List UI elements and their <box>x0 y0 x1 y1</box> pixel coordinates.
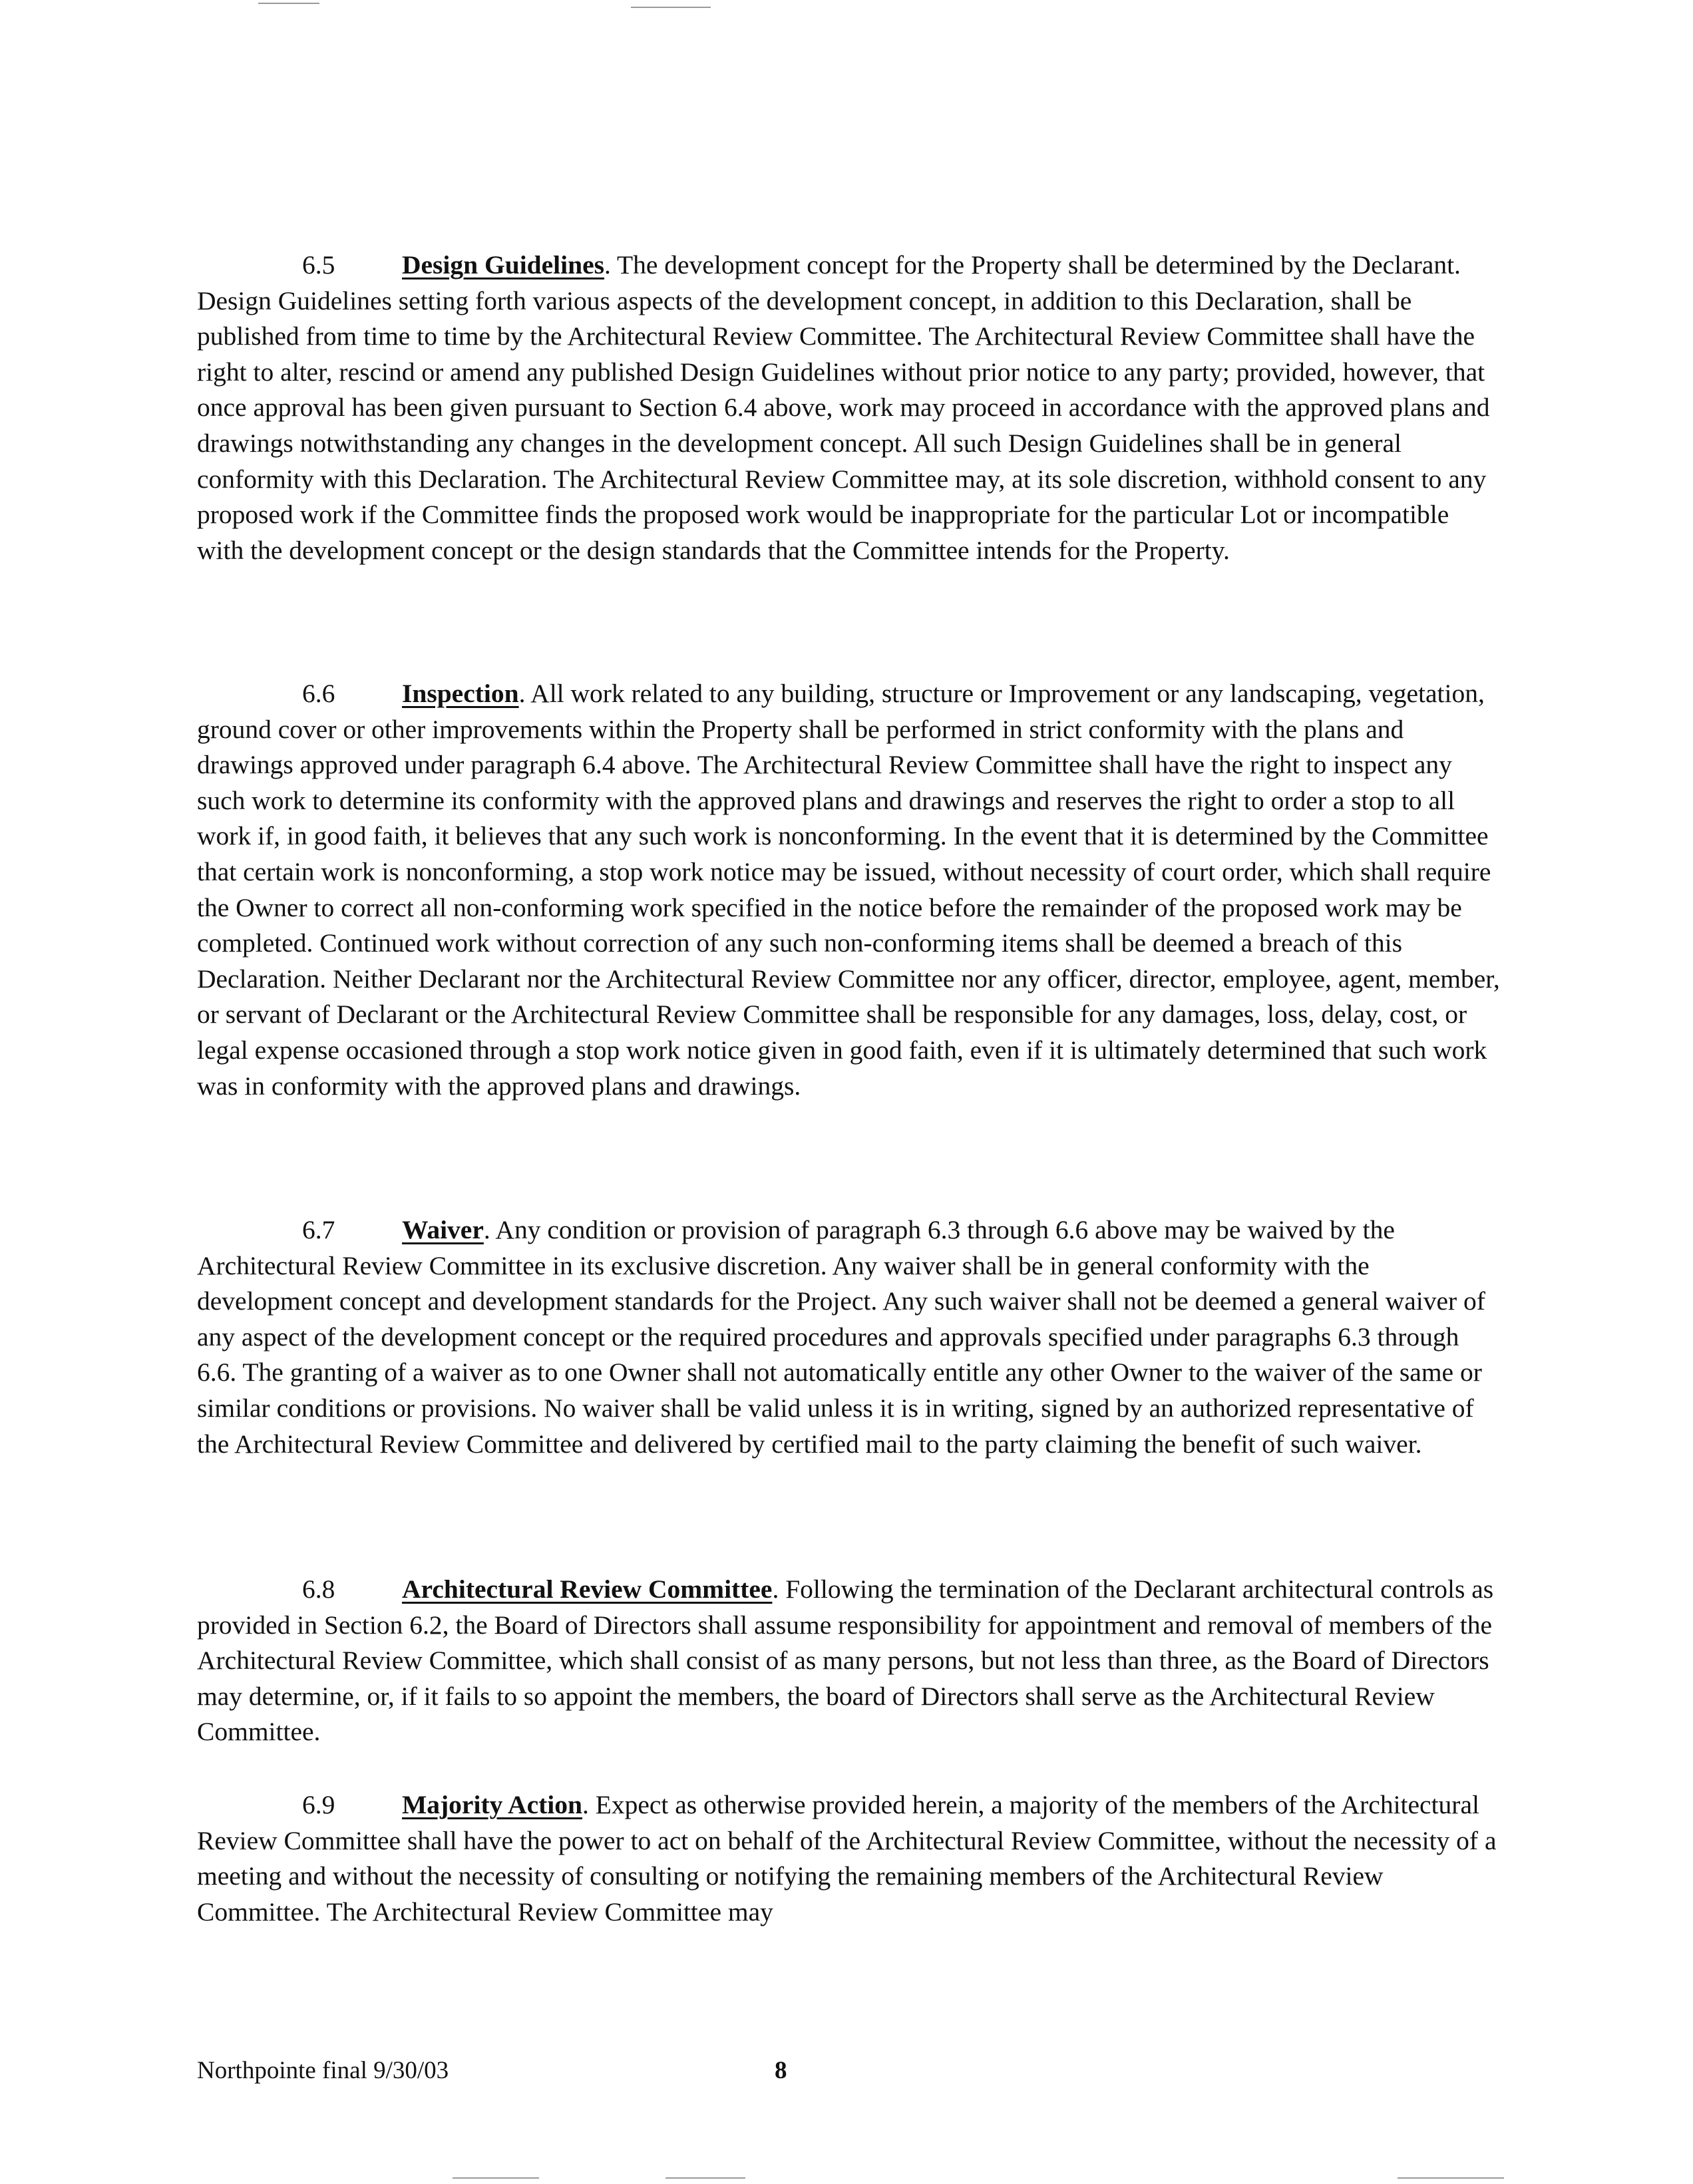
section-body: . Following the termination of the Declarant architectural controls as provided in Section 6.2, the Board of Directors shall assume responsibility for appointment and removal of members of the Architectural Review Committee, which shall consist of as many persons, but not less than three, as the Board of Directors may determine, or, if it fails to so appoint the members, the board of Directors shall serve as the Architectural Review Committee. <box>197 1574 1494 1747</box>
section-body: . The development concept for the Property shall be determined by the Declarant. Design Guidelines setting forth various aspects of the development concept, in addition to this Declaration, shall be published from time to time by the Architectural Review Committee. The Architectural Review Committee shall have the right to alter, rescind or amend any published Design Guidelines without prior notice to any party; provided, however, that once approval has been given pursuant to Section 6.4 above, work may proceed in accordance with the approved plans and drawings notwithstanding any changes in the development concept. All such Design Guidelines shall be in general conformity with this Declaration. The Architectural Review Committee may, at its sole discretion, withhold consent to any proposed work if the Committee finds the proposed work would be inappropriate for the particular Lot or incompatible with the development concept or the design standards that the Committee intends for the Property. <box>197 250 1490 565</box>
section-number: 6.6 <box>302 679 335 708</box>
section-heading: Waiver <box>402 1215 484 1244</box>
footer-page-number: 8 <box>775 2057 787 2084</box>
section-number: 6.5 <box>302 250 335 279</box>
section-body: . Any condition or provision of paragraph 6.3 through 6.6 above may be waived by the Architectural Review Committee in its exclusive discretion. Any waiver shall be in general conformity with the development concept and development standards for the Project. Any such waiver shall not be deemed a general waiver of any aspect of the development concept or the required procedures and approvals specified under paragraphs 6.3 through 6.6. The granting of a waiver as to one Owner shall not automatically entitle any other Owner to the waiver of the same or similar conditions or provisions. No waiver shall be valid unless it is in writing, signed by an authorized representative of the Architectural Review Committee and delivered by certified mail to the party claiming the benefit of such waiver. <box>197 1215 1485 1459</box>
footer-document-label: Northpointe final 9/30/03 <box>197 2057 449 2084</box>
section-heading: Architectural Review Committee <box>402 1574 773 1604</box>
section-heading: Design Guidelines <box>402 250 604 279</box>
section-heading: Inspection <box>402 679 519 708</box>
section-6-8 <box>197 1572 1501 1750</box>
section-6-6 <box>197 676 1501 1104</box>
section-number: 6.8 <box>302 1574 335 1604</box>
section-body: . All work related to any building, structure or Improvement or any landscaping, vegetation, ground cover or other improvements within the Property shall be performed in strict conformity with the plans and drawings approved under paragraph 6.4 above. The Architectural Review Committee shall have the right to inspect any such work to determine its conformity with the approved plans and drawings and reserves the right to order a stop to all work if, in good faith, it believes that any such work is nonconforming. In the event that it is determined by the Committee that certain work is nonconforming, a stop work notice may be issued, without necessity of court order, which shall require the Owner to correct all non-conforming work specified in the notice before the remainder of the proposed work may be completed. Continued work without correction of any such non-conforming items shall be deemed a breach of this Declaration. Neither Declarant nor the Architectural Review Committee nor any officer, director, employee, agent, member, or servant of Declarant or the Architectural Review Committee shall be responsible for any damages, loss, delay, cost, or legal expense occasioned through a stop work notice given in good faith, even if it is ultimately determined that such work was in conformity with the approved plans and drawings. <box>197 679 1500 1101</box>
section-body: . Expect as otherwise provided herein, a majority of the members of the Architectural Review Committee shall have the power to act on behalf of the Architectural Review Committee, without the necessity of a meeting and without the necessity of consulting or notifying the remaining members of the Architectural Review Committee. The Architectural Review Committee may <box>197 1790 1497 1926</box>
section-6-9 <box>197 1787 1501 1930</box>
scan-mark-top-1 <box>258 3 319 4</box>
scan-mark-bottom-1 <box>453 2177 539 2179</box>
scan-mark-bottom-2 <box>665 2177 745 2179</box>
section-number: 6.7 <box>302 1215 335 1244</box>
section-6-7 <box>197 1212 1501 1462</box>
scan-mark-bottom-3 <box>1398 2177 1504 2179</box>
section-number: 6.9 <box>302 1790 335 1819</box>
section-heading: Majority Action <box>402 1790 582 1819</box>
scan-mark-top-2 <box>631 7 711 8</box>
section-6-5 <box>197 248 1501 568</box>
